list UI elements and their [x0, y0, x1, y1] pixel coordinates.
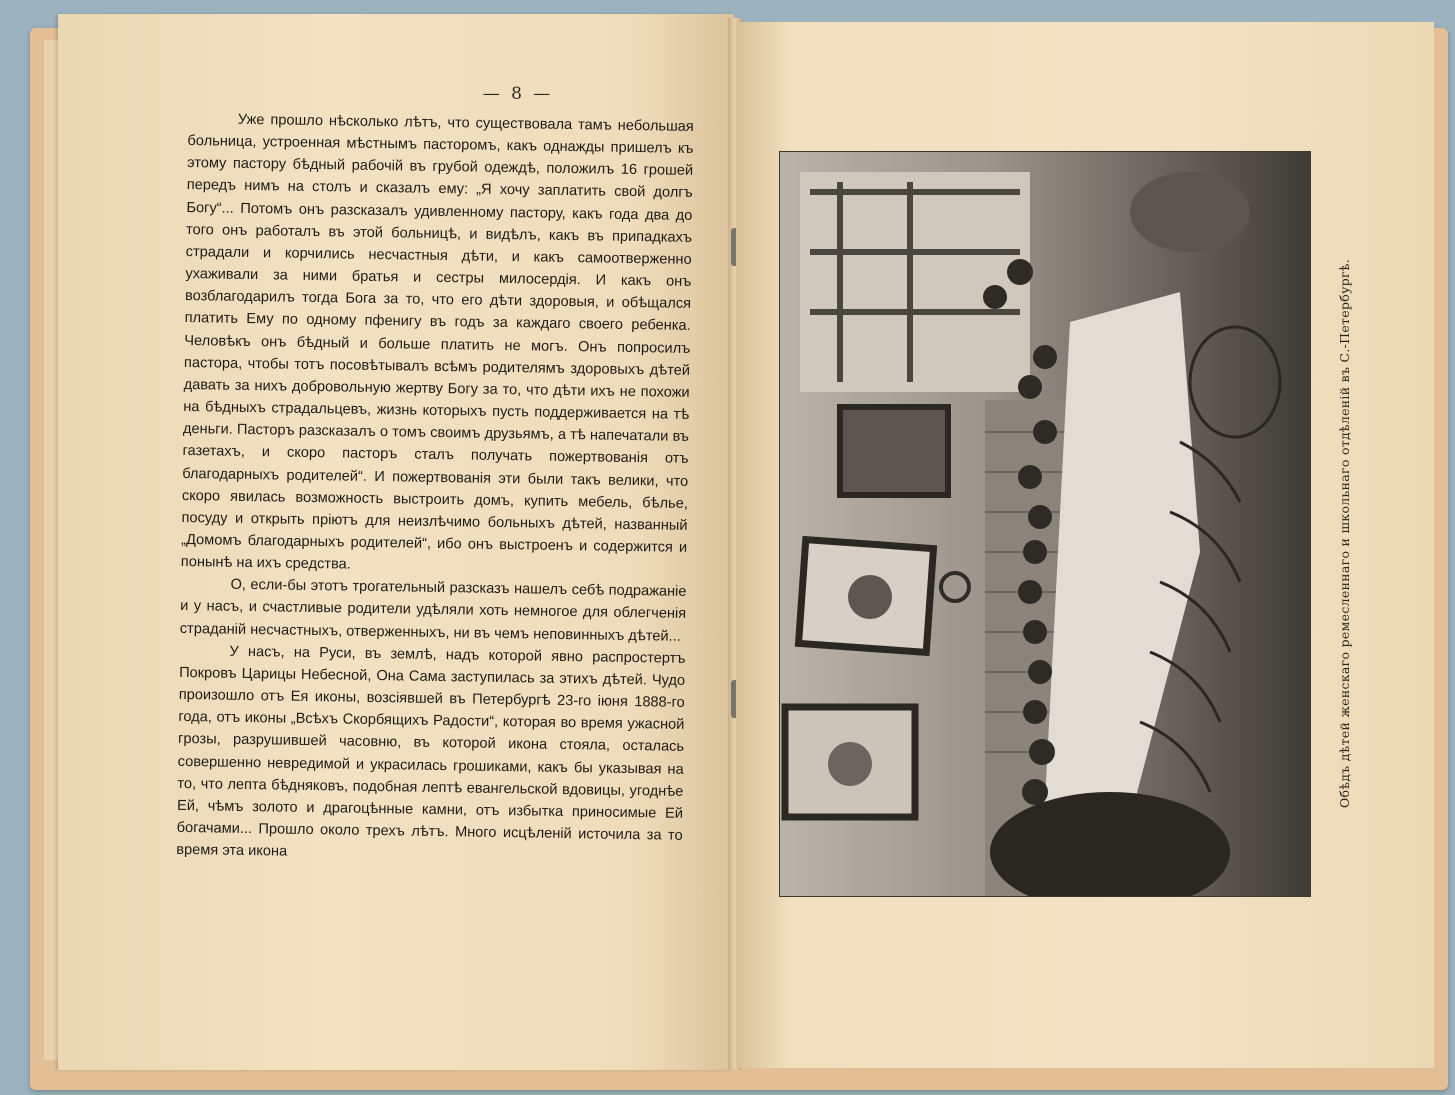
left-page-text — [176, 108, 694, 869]
paragraph-1: Уже прошло нѣсколько лѣтъ, что существовала тамъ небольшая больница, устроенная мѣстнымъ пасторомъ, какъ однажды пришелъ къ этому пастору бѣдный рабочій въ грубой одеждѣ, положилъ 16 грошей передъ нимъ на столъ и сказалъ ему: „Я хочу заплатить свой долгъ Богу“... Потомъ онъ разсказалъ удивленному пастору, какъ года два до того онъ работалъ въ этой больницѣ, и видѣлъ, какъ въ припадкахъ страдали и корчились несчастныя дѣти, и какъ самоотверженно ухаживали за ними братья и сестры милосердія. И какъ онъ возблагодарилъ тогда Бога за то, что его дѣти здоровыя, и обѣщался платить Ему по одному пфенигу въ годъ за каждаго своего ребенка. Человѣкъ онъ бѣдный и больше платить не могъ. Онъ попросилъ пастора, чтобы тотъ посовѣтывалъ всѣмъ родителямъ здоровыхъ дѣтей давать за нихъ добровольную жертву Богу за то, что дѣти ихъ не похожи на бѣдныхъ страдальцевъ, жизнь которыхъ пусть поддерживается на тѣ деньги. Пасторъ разсказалъ о томъ своимъ друзьямъ, а тѣ напечатали въ газетахъ, и скоро пасторъ сталъ получать пожертвованія отъ благодарныхъ родителей“. И пожертвованія эти были такъ велики, что скоро явилась возможность выстроить домъ, купить мебель, бѣлье, посуду и открыть пріютъ для неизлѣчимо больныхъ дѣтей, названный „Домомъ благодарныхъ родителей“, ибо онъ выстроенъ и содержится и понынѣ на ихъ средства. — [180, 111, 694, 573]
photo-illustration — [780, 152, 1310, 896]
photo-caption: Обѣдъ дѣтей женскаго ремесленнаго и школьнаго отдѣленій въ С.-Петербургѣ. — [1337, 258, 1352, 808]
page-number: — 8 — — [482, 84, 554, 104]
paragraph-3: У насъ, на Руси, въ землѣ, надъ которой явно распростертъ Покровъ Царицы Небесной, Она Сама заступилась за этихъ дѣтей. Чудо произошло отъ Ея иконы, возсіявшей въ Петербургѣ 23-го іюня 1888-го года, отъ иконы „Всѣхъ Скорбящихъ Радости“, которая во время ужасной грозы, разрушившей часовню, въ которой икона стояла, осталась совершенно невредимой и украсилась грошиками, какъ бы указывая на то, что лепта бѣдняковъ, подобная лептѣ евангельской вдовицы, угоднѣе Ей, чѣмъ золото и драгоцѣнные камни, отъ избытка приносимые Ей богачами... Прошло около трехъ лѣтъ. Много исцѣленій источила за то время эта икона — [176, 643, 686, 860]
paragraph-2: О, если-бы этотъ трогательный разсказъ нашелъ себѣ подражаніе и у насъ, и счастливые родители удѣляли хоть немногое для облегченія страданій несчастныхъ, отверженныхъ, ни въ чемъ неповинныхъ дѣтей... — [179, 577, 687, 645]
photograph-dining-hall — [780, 152, 1310, 896]
